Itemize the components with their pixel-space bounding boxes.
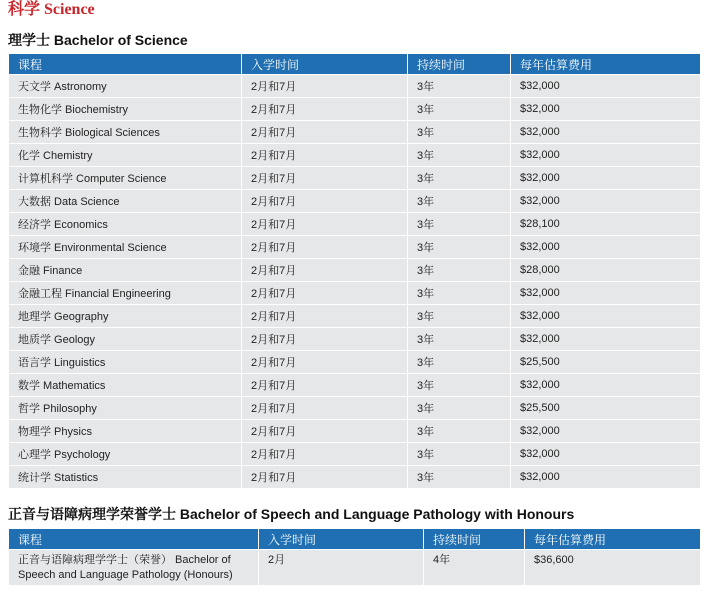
intake-cell: 2月和7月 <box>242 121 407 143</box>
intake-cell: 2月和7月 <box>242 466 407 488</box>
fee-cell: $32,000 <box>511 236 700 258</box>
duration-cell: 3年 <box>408 466 510 488</box>
header-annual-fee: 每年估算费用 <box>511 54 700 74</box>
course-cell: 经济学 Economics <box>9 213 241 235</box>
header-intake: 入学时间 <box>242 54 407 74</box>
course-cell: 哲学 Philosophy <box>9 397 241 419</box>
intake-cell: 2月和7月 <box>242 374 407 396</box>
fee-cell: $32,000 <box>511 282 700 304</box>
header-annual-fee: 每年估算费用 <box>525 529 700 549</box>
speech-pathology-table <box>8 528 701 586</box>
course-cell: 大数据 Data Science <box>9 190 241 212</box>
course-cell: 化学 Chemistry <box>9 144 241 166</box>
intake-cell: 2月和7月 <box>242 282 407 304</box>
table-row <box>9 167 700 189</box>
course-cell: 金融工程 Financial Engineering <box>9 282 241 304</box>
table-row <box>9 443 700 465</box>
intake-cell: 2月和7月 <box>242 75 407 97</box>
table-row <box>9 550 700 585</box>
duration-cell: 3年 <box>408 351 510 373</box>
course-cell: 语言学 Linguistics <box>9 351 241 373</box>
table-row <box>9 121 700 143</box>
table-row <box>9 466 700 488</box>
fee-cell: $32,000 <box>511 167 700 189</box>
intake-cell: 2月和7月 <box>242 443 407 465</box>
course-cell: 生物科学 Biological Sciences <box>9 121 241 143</box>
course-cell: 天文学 Astronomy <box>9 75 241 97</box>
duration-cell: 3年 <box>408 98 510 120</box>
table-row <box>9 98 700 120</box>
table-row <box>9 75 700 97</box>
fee-cell: $32,000 <box>511 443 700 465</box>
intake-cell: 2月和7月 <box>242 190 407 212</box>
table-row <box>9 328 700 350</box>
intake-cell: 2月和7月 <box>242 167 407 189</box>
table-row <box>9 420 700 442</box>
intake-cell: 2月和7月 <box>242 98 407 120</box>
intake-cell: 2月和7月 <box>242 305 407 327</box>
course-cell: 生物化学 Biochemistry <box>9 98 241 120</box>
fee-cell: $32,000 <box>511 305 700 327</box>
course-cell: 物理学 Physics <box>9 420 241 442</box>
duration-cell: 3年 <box>408 167 510 189</box>
duration-cell: 3年 <box>408 443 510 465</box>
duration-cell: 3年 <box>408 397 510 419</box>
fee-cell: $32,000 <box>511 328 700 350</box>
course-cell: 计算机科学 Computer Science <box>9 167 241 189</box>
header-duration: 持续时间 <box>408 54 510 74</box>
course-cell: 环境学 Environmental Science <box>9 236 241 258</box>
duration-cell: 3年 <box>408 75 510 97</box>
intake-cell: 2月和7月 <box>242 351 407 373</box>
table-row <box>9 259 700 281</box>
fee-cell: $32,000 <box>511 420 700 442</box>
table-row <box>9 397 700 419</box>
fee-cell: $25,500 <box>511 351 700 373</box>
page-title: 科学 Science <box>8 1 95 18</box>
course-cell: 地质学 Geology <box>9 328 241 350</box>
intake-cell: 2月和7月 <box>242 236 407 258</box>
table-row <box>9 144 700 166</box>
table-row <box>9 305 700 327</box>
table-row <box>9 282 700 304</box>
intake-cell: 2月和7月 <box>242 213 407 235</box>
intake-cell: 2月和7月 <box>242 328 407 350</box>
fee-cell: $32,000 <box>511 121 700 143</box>
intake-cell: 2月和7月 <box>242 144 407 166</box>
duration-cell: 3年 <box>408 282 510 304</box>
intake-cell: 2月 <box>259 550 423 585</box>
table-row <box>9 374 700 396</box>
duration-cell: 3年 <box>408 259 510 281</box>
table-row <box>9 190 700 212</box>
fee-cell: $32,000 <box>511 144 700 166</box>
duration-cell: 3年 <box>408 305 510 327</box>
course-cell: 地理学 Geography <box>9 305 241 327</box>
fee-cell: $32,000 <box>511 75 700 97</box>
fee-cell: $32,000 <box>511 190 700 212</box>
table-row <box>9 213 700 235</box>
table-header-row <box>9 54 700 74</box>
section-title-speech-pathology: 正音与语障病理学荣誉学士 Bachelor of Speech and Language Pathology with Honours <box>8 506 575 522</box>
intake-cell: 2月和7月 <box>242 420 407 442</box>
duration-cell: 3年 <box>408 328 510 350</box>
duration-cell: 3年 <box>408 213 510 235</box>
duration-cell: 3年 <box>408 236 510 258</box>
fee-cell: $32,000 <box>511 466 700 488</box>
section-title-bachelor-of-science: 理学士 Bachelor of Science <box>8 32 188 48</box>
fee-cell: $36,600 <box>525 550 700 585</box>
header-course: 课程 <box>9 54 241 74</box>
header-duration: 持续时间 <box>424 529 524 549</box>
fee-cell: $32,000 <box>511 98 700 120</box>
duration-cell: 4年 <box>424 550 524 585</box>
duration-cell: 3年 <box>408 144 510 166</box>
table-header-row <box>9 529 700 549</box>
duration-cell: 3年 <box>408 420 510 442</box>
table-row <box>9 236 700 258</box>
duration-cell: 3年 <box>408 190 510 212</box>
course-cell: 心理学 Psychology <box>9 443 241 465</box>
fee-cell: $28,100 <box>511 213 700 235</box>
header-course: 课程 <box>9 529 258 549</box>
intake-cell: 2月和7月 <box>242 397 407 419</box>
course-cell: 正音与语障病理学学士（荣誉） Bachelor of Speech and Language Pathology (Honours) <box>9 550 258 585</box>
duration-cell: 3年 <box>408 374 510 396</box>
table-row <box>9 351 700 373</box>
course-cell: 统计学 Statistics <box>9 466 241 488</box>
bachelor-of-science-table <box>8 53 701 489</box>
course-cell: 金融 Finance <box>9 259 241 281</box>
intake-cell: 2月和7月 <box>242 259 407 281</box>
fee-cell: $25,500 <box>511 397 700 419</box>
header-intake: 入学时间 <box>259 529 423 549</box>
duration-cell: 3年 <box>408 121 510 143</box>
course-cell: 数学 Mathematics <box>9 374 241 396</box>
fee-cell: $28,000 <box>511 259 700 281</box>
fee-cell: $32,000 <box>511 374 700 396</box>
